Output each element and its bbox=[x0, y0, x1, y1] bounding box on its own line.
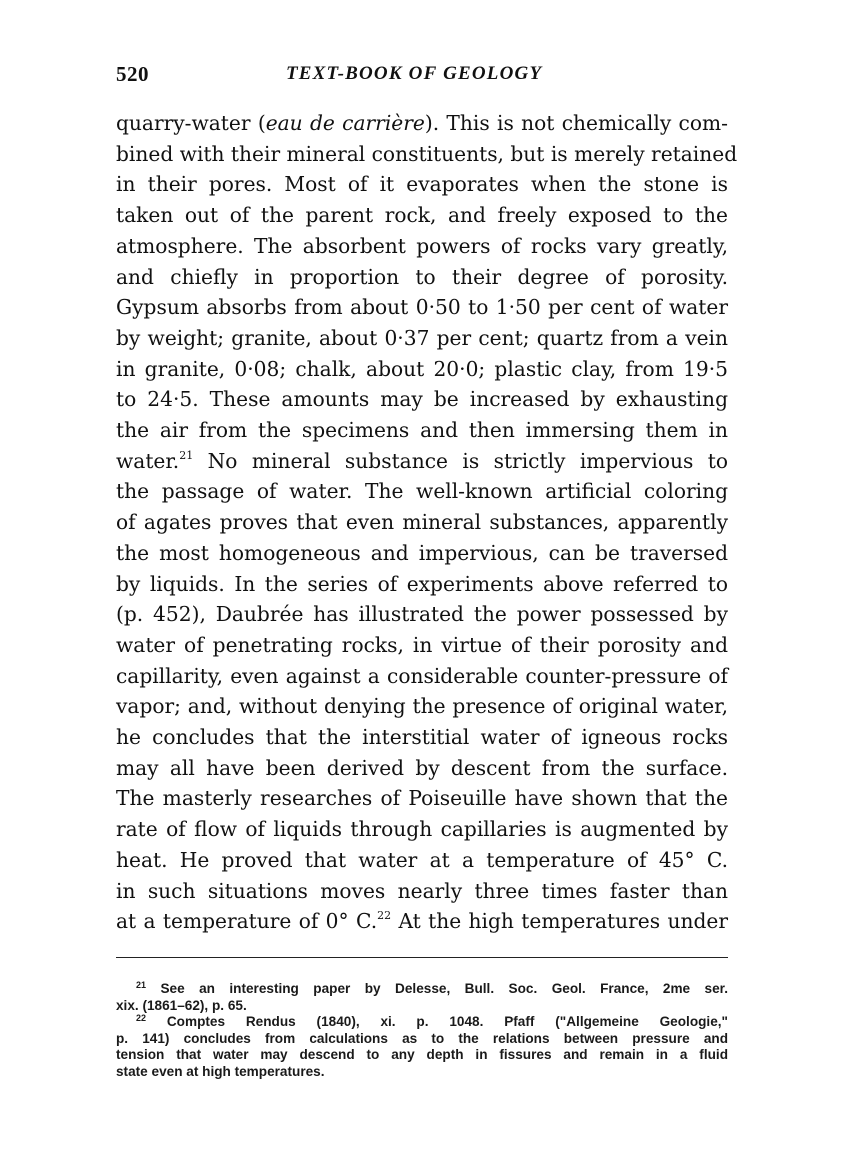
text-line: rate of flow of liquids through capillaries is augmented by bbox=[116, 817, 728, 842]
footnote-ref-22[interactable]: 22 bbox=[377, 909, 392, 923]
text-line: may all have been derived by descent from the surface. bbox=[116, 755, 728, 780]
italic-phrase: eau de carrière bbox=[265, 111, 425, 135]
footnote-line: p. 141) concludes from calculations as to the relations between pressure and bbox=[116, 1030, 728, 1046]
page-number: 520 bbox=[116, 62, 149, 86]
text-line: the most homogeneous and impervious, can be traversed bbox=[116, 540, 728, 565]
text-line: and chiefly in proportion to their degree of porosity. bbox=[116, 264, 728, 289]
running-head bbox=[116, 62, 728, 92]
footnote-line: tension that water may descend to any depth in fissures and remain in a fluid bbox=[116, 1047, 728, 1063]
footnote-line: xix. (1861–62), p. 65. bbox=[116, 997, 247, 1013]
footnotes bbox=[116, 981, 728, 1081]
text-line: Gypsum absorbs from about 0·50 to 1·50 per cent of water bbox=[116, 295, 728, 320]
footnote-divider bbox=[116, 957, 728, 958]
text-line: heat. He proved that water at a temperature of 45° C. bbox=[116, 847, 728, 872]
text-line: at a temperature of 0° C.$^{22}$ At the high temperatures under bbox=[116, 909, 728, 934]
footnote-ref-21[interactable]: 21 bbox=[179, 448, 194, 462]
text-line: atmosphere. The absorbent powers of rocks vary greatly, bbox=[116, 233, 728, 258]
running-title: TEXT-BOOK OF GEOLOGY bbox=[286, 63, 543, 84]
text-line: by weight; granite, about 0·37 per cent; quartz from a vein bbox=[116, 325, 728, 350]
text-line: (p. 452), Daubrée has illustrated the power possessed by bbox=[116, 602, 728, 627]
footnote-line: $^{22}$ Comptes Rendus (1840), xi. p. 1048. Pfaff ("Allgemeine Geologie," bbox=[136, 1013, 728, 1030]
text-line: he concludes that the interstitial water of igneous rocks bbox=[116, 725, 728, 750]
text-line: by liquids. In the series of experiments above referred to bbox=[116, 571, 728, 596]
text-line: to 24·5. These amounts may be increased by exhausting bbox=[116, 387, 728, 412]
footnote-line: state even at high temperatures. bbox=[116, 1063, 325, 1079]
footnote-line: $^{21}$ See an interesting paper by Delesse, Bull. Soc. Geol. France, 2me ser. bbox=[136, 979, 728, 996]
body-text bbox=[116, 108, 738, 937]
text-line: in such situations moves nearly three times faster than bbox=[116, 878, 728, 903]
text-line: the air from the specimens and then immersing them in bbox=[116, 418, 728, 443]
book-page bbox=[116, 62, 738, 1081]
text-line: the passage of water. The well-known artificial coloring bbox=[116, 479, 728, 504]
text-line: of agates proves that even mineral substances, apparently bbox=[116, 510, 728, 535]
footnote-mark: 22 bbox=[136, 1013, 147, 1024]
text-line: bined with their mineral constituents, but is merely retained bbox=[116, 141, 738, 166]
text-line: in their pores. Most of it evaporates when the stone is bbox=[116, 172, 728, 197]
text-line: quarry-water (eau de carrière). This is not chemically com- bbox=[116, 111, 728, 135]
text-line: in granite, 0·08; chalk, about 20·0; plastic clay, from 19·5 bbox=[116, 356, 728, 381]
footnote-mark: 21 bbox=[136, 979, 147, 990]
text-line: taken out of the parent rock, and freely exposed to the bbox=[116, 203, 728, 228]
text-line: vapor; and, without denying the presence of original water, bbox=[116, 694, 728, 719]
text-line: The masterly researches of Poiseuille have shown that the bbox=[116, 786, 728, 811]
footnote-21 bbox=[116, 981, 728, 1014]
footnote-22 bbox=[116, 1014, 728, 1080]
text-line: water.$^{21}$ No mineral substance is strictly impervious to bbox=[116, 448, 728, 473]
text-line: water of penetrating rocks, in virtue of their porosity and bbox=[116, 632, 728, 657]
text-line: capillarity, even against a considerable counter-pressure of bbox=[116, 663, 728, 688]
